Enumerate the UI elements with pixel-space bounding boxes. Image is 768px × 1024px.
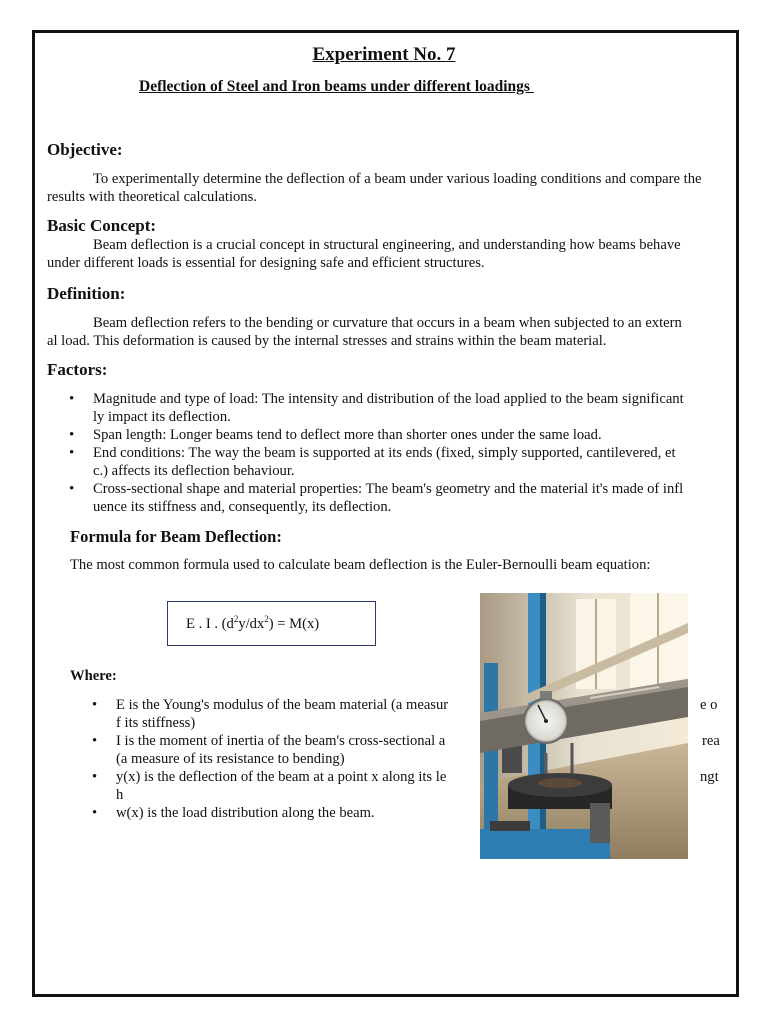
list-item: • Magnitude and type of load: The intensity and distribution of the load applied to the beam significant ly impact its deflection. bbox=[93, 390, 765, 426]
basic-concept-heading: Basic Concept: bbox=[47, 216, 157, 235]
definition-line-1: Beam deflection refers to the bending or curvature that occurs in a beam when subjected to an extern bbox=[93, 315, 682, 331]
where-heading: Where: bbox=[70, 668, 117, 684]
objective-text: To experimentally determine the deflection of a beam under various loading conditions and compare the results with theoretical calculations. bbox=[47, 171, 702, 205]
list-item: • End conditions: The way the beam is supported at its ends (fixed, simply supported, cantilevered, et c.) affects its deflection behaviour. bbox=[93, 444, 765, 480]
formula-box bbox=[167, 601, 376, 646]
formula-intro: The most common formula used to calculate beam deflection is the Euler-Bernoulli beam equation: bbox=[70, 557, 651, 573]
page-title: Experiment No. 7 bbox=[312, 44, 456, 65]
formula-heading: Formula for Beam Deflection: bbox=[70, 527, 282, 546]
definition-text bbox=[47, 314, 717, 350]
factors-list bbox=[47, 390, 765, 516]
where-list bbox=[70, 696, 764, 822]
list-item: • y(x) is the deflection of the beam at a point x along its le ngt h bbox=[116, 768, 764, 804]
list-item: • Span length: Longer beams tend to deflect more than shorter ones under the same load. bbox=[93, 426, 765, 444]
beam-equation: E . I . $(d^2y/dx^2) = M(x)$ bbox=[186, 614, 320, 632]
objective-heading: Objective: bbox=[47, 140, 123, 159]
page-subtitle: Deflection of Steel and Iron beams under different loadings bbox=[139, 78, 534, 95]
factors-heading: Factors: bbox=[47, 360, 108, 379]
list-item: • Cross-sectional shape and material properties: The beam's geometry and the material it's made of infl uence its stiffness and, consequently, its deflection. bbox=[93, 480, 765, 516]
basic-concept-text: Beam deflection is a crucial concept in structural engineering, and understanding how beams behave under different loads is essential for designing safe and efficient structures. bbox=[47, 237, 681, 271]
definition-heading: Definition: bbox=[47, 284, 126, 303]
list-item: • w(x) is the load distribution along the beam. bbox=[116, 804, 764, 822]
list-item: • E is the Young's modulus of the beam material (a measur e o f its stiffness) bbox=[116, 696, 764, 732]
definition-line-2: al load. This deformation is caused by the internal stresses and strains within the beam material. bbox=[47, 333, 607, 349]
list-item: • I is the moment of inertia of the beam's cross-sectional a rea (a measure of its resistance to bending) bbox=[116, 732, 764, 768]
